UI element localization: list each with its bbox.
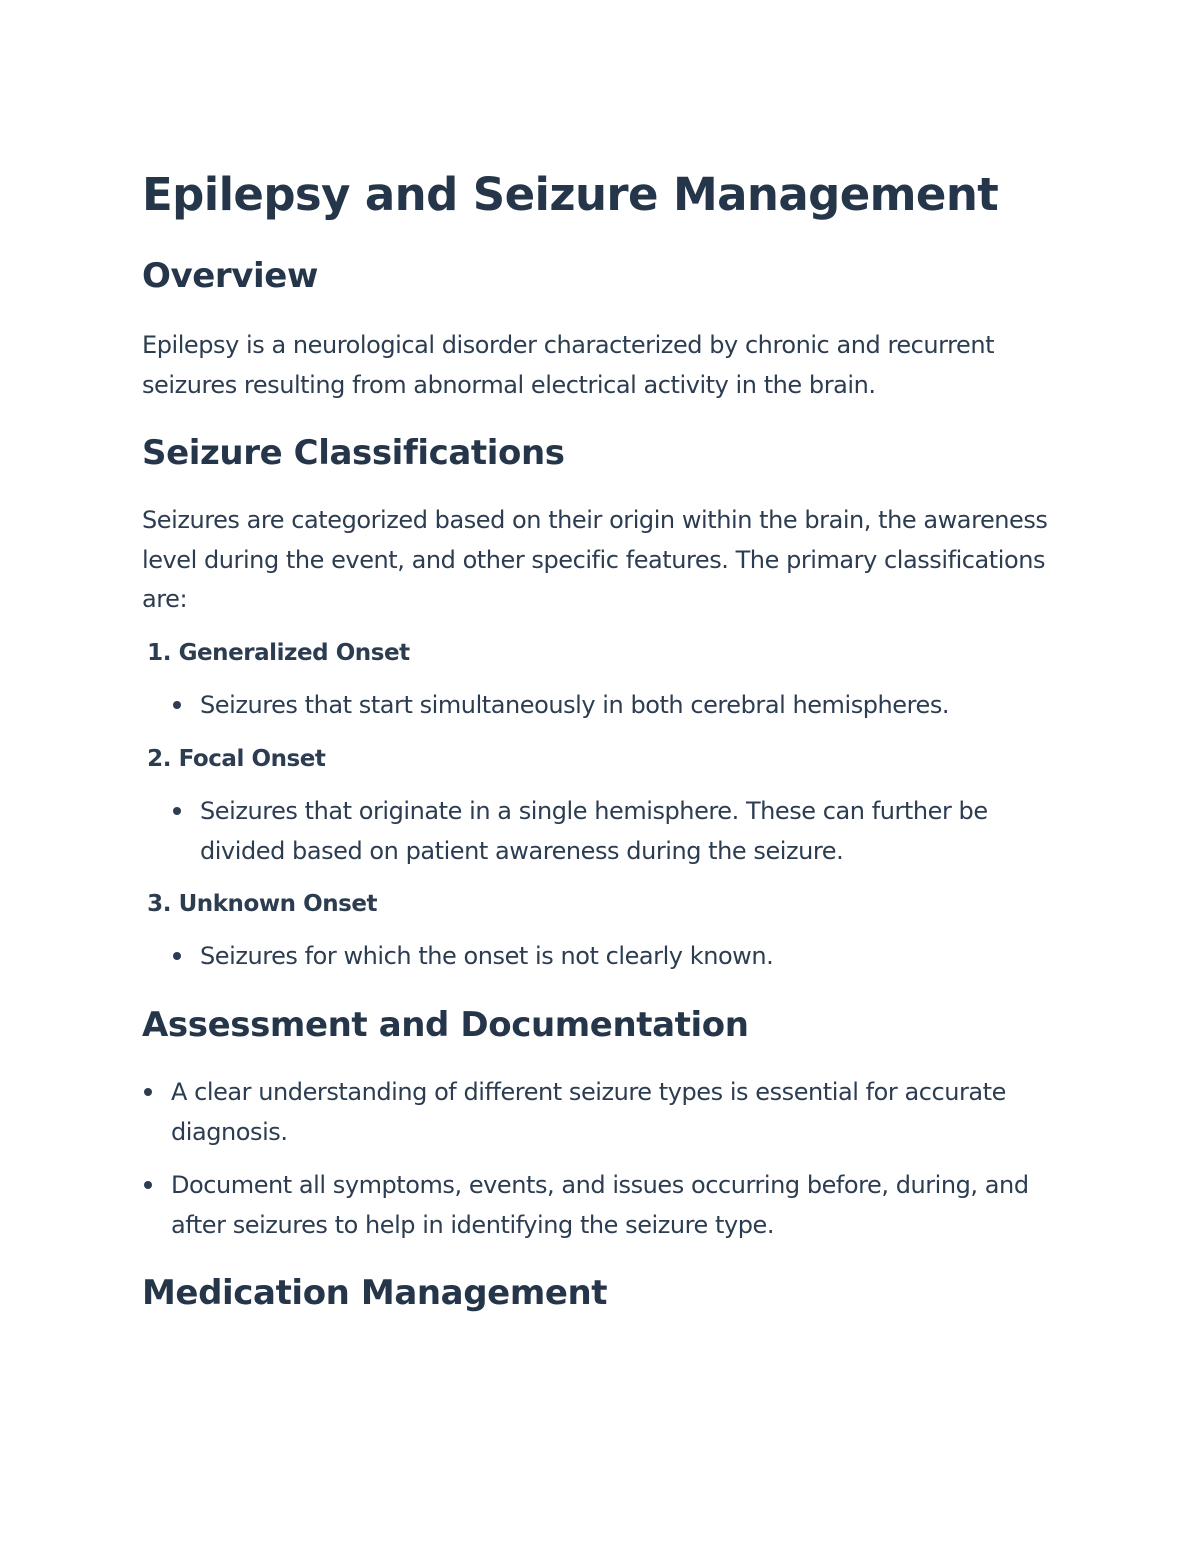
list-item-label: Generalized Onset [178,640,410,666]
overview-paragraph: Epilepsy is a neurological disorder characterized by chronic and recurrent seizures resulting from abnormal electrical activity in the brain. [142,331,995,399]
classification-item-generalized [142,638,410,668]
classifications-heading: Seizure Classifications [142,433,565,473]
classification-bullet-focal: Seizures that originate in a single hemisphere. These can further be divided based on patient awareness during the seizure. [200,797,988,865]
overview-heading: Overview [142,256,318,296]
bullet-dot-icon [144,1088,152,1096]
list-item-label: Unknown Onset [178,891,378,917]
classifications-paragraph: Seizures are categorized based on their origin within the brain, the awareness level during the event, and other specific features. The primary classifications are: [142,506,1048,613]
list-number: 3. [147,891,171,917]
bullet-dot-icon [173,701,181,709]
bullet-dot-icon [144,1181,152,1189]
classification-bullet-unknown: Seizures for which the onset is not clearly known. [200,942,774,970]
assessment-bullet-2: Document all symptoms, events, and issues occurring before, during, and after seizures to help in identifying the seizure type. [171,1171,1029,1239]
classification-bullet-generalized: Seizures that start simultaneously in both cerebral hemispheres. [200,691,950,719]
bullet-dot-icon [173,952,181,960]
bullet-dot-icon [173,807,181,815]
classification-item-unknown [142,889,377,919]
medication-heading: Medication Management [142,1273,608,1313]
classification-item-focal [142,744,325,774]
document-title: Epilepsy and Seizure Management [142,168,999,221]
list-number: 2. [147,746,171,772]
list-item-label: Focal Onset [178,746,326,772]
list-number: 1. [147,640,171,666]
assessment-bullet-1: A clear understanding of different seizure types is essential for accurate diagnosis. [171,1078,1006,1146]
assessment-heading: Assessment and Documentation [142,1005,749,1045]
